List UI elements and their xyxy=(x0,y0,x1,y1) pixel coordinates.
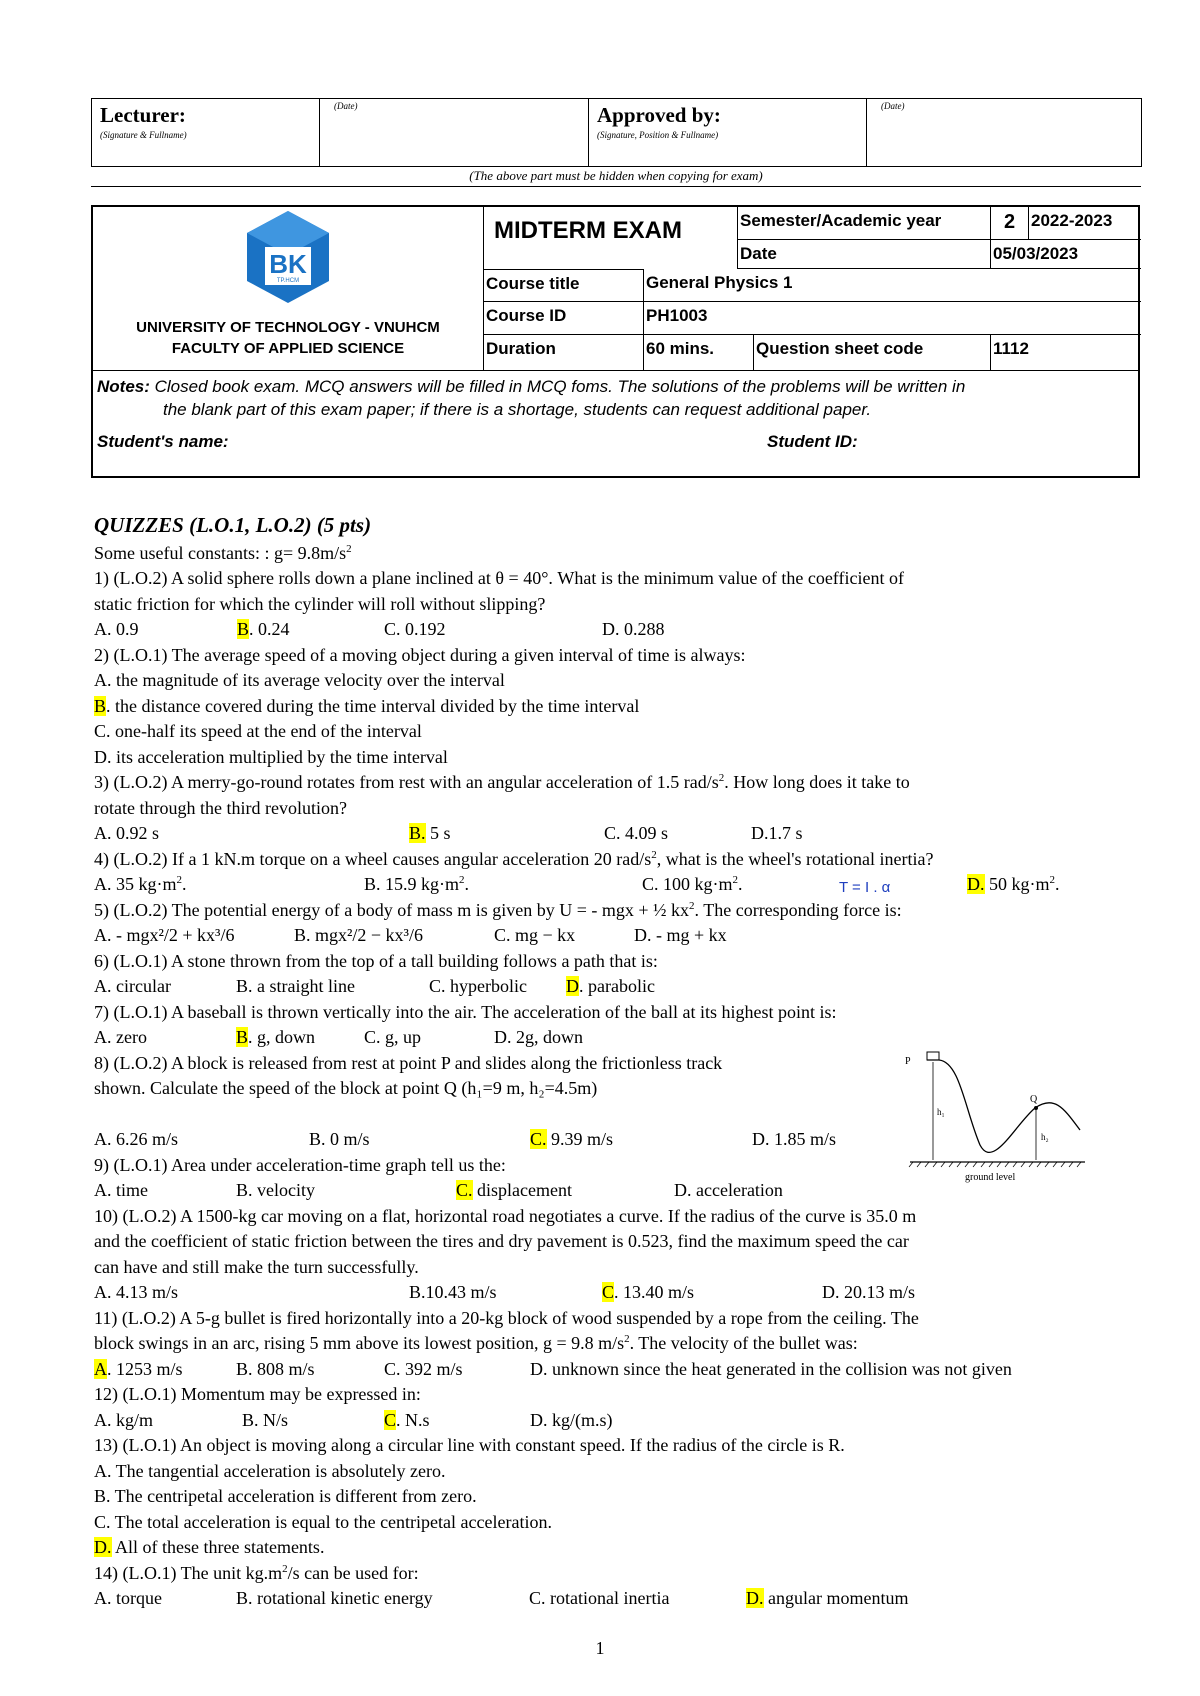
q12-option-d: D. kg/(m.s) xyxy=(530,1409,613,1430)
q11-text-1: 11) (L.O.2) A 5-g bullet is fired horizontally into a 20-kg block of wood suspended by a rope from the ceiling. The xyxy=(94,1307,919,1328)
exam-title: MIDTERM EXAM xyxy=(484,207,738,269)
block-shape xyxy=(927,1052,939,1060)
q5-option-c: C. mg − kx xyxy=(494,925,576,945)
q5-option-d: D. - mg + kx xyxy=(634,925,727,945)
q7-options xyxy=(94,1025,1134,1051)
university-name: UNIVERSITY OF TECHNOLOGY - VNUHCM xyxy=(136,319,440,336)
university-block xyxy=(93,317,483,359)
q4-option-a: A. 35 $kg\cdot m^2$. xyxy=(94,874,187,894)
q5-options xyxy=(94,923,1134,949)
ground-label: ground level xyxy=(965,1172,1016,1183)
student-id-label: Student ID: xyxy=(767,432,858,451)
lecturer-sub: (Signature & Fullname) xyxy=(100,130,187,140)
track-curve xyxy=(927,1060,1080,1152)
q8-text-2: shown. Calculate the speed of the block at point Q (h₁=9 m, h₂=4.5m) xyxy=(94,1078,598,1098)
duration-label: Duration xyxy=(484,335,644,370)
date-label-1: (Date) xyxy=(334,101,358,111)
faculty-name: FACULTY OF APPLIED SCIENCE xyxy=(171,340,405,357)
q12-option-b: B. N/s xyxy=(242,1409,289,1430)
q10-options xyxy=(94,1280,1134,1306)
lecturer-cell xyxy=(92,99,320,167)
q6-options xyxy=(94,974,1134,1000)
q2-option-d: D. its acceleration multiplied by the time interval xyxy=(94,746,448,767)
q4-options xyxy=(94,872,1134,898)
q5-option-a: A. - mgx²/2 + kx³/6 xyxy=(94,925,235,945)
q14-text: 14) (L.O.1) The unit $kg.m^2/s$ can be used for: xyxy=(94,1562,419,1583)
q11-options xyxy=(94,1357,1134,1383)
duration: 60 mins. xyxy=(644,335,754,370)
q6-option-b: B. a straight line xyxy=(236,976,355,996)
q5-option-b: B. mgx²/2 − kx³/6 xyxy=(294,925,423,945)
point-q-dot xyxy=(1034,1106,1038,1110)
q12-options xyxy=(94,1408,1134,1434)
q11-option-b: B. 808 m/s xyxy=(236,1358,315,1379)
q4-text: 4) (L.O.2) If a 1 kN.m torque on a wheel causes angular acceleration 20 rad/$s^2$, what is the wheel's rotational inertia? xyxy=(94,848,934,869)
q4-option-b: B. 15.9 $kg\cdot m^2$. xyxy=(364,874,470,894)
semester-value: 2 xyxy=(991,207,1029,240)
q10-option-a: A. 4.13 m/s xyxy=(94,1282,179,1302)
q9-option-a: A. time xyxy=(94,1180,148,1200)
date-cell-2 xyxy=(867,99,1142,167)
exam-header xyxy=(91,205,1140,478)
page-number: 1 xyxy=(595,1638,605,1658)
h2-label: h₂ xyxy=(1041,1132,1049,1142)
q13-text: 13) (L.O.1) An object is moving along a circular line with constant speed. If the radius of the circle is R. xyxy=(94,1435,845,1455)
question-code: 1112 xyxy=(993,339,1029,358)
exam-info-grid xyxy=(483,207,1141,370)
approved-cell xyxy=(589,99,867,167)
q9-option-d: D. acceleration xyxy=(674,1180,783,1200)
q8-option-d: D. 1.85 m/s xyxy=(752,1129,837,1149)
q11-option-c: C. 392 m/s xyxy=(384,1358,463,1379)
hidden-note: (The above part must be hidden when copying for exam) xyxy=(91,168,1141,187)
q10-text-3: can have and still make the turn successfully. xyxy=(94,1256,419,1277)
exam-date: 05/03/2023 xyxy=(991,240,1141,269)
university-logo xyxy=(233,207,343,307)
q9-option-c: C. displacement xyxy=(456,1180,572,1200)
q6-option-d: D. parabolic xyxy=(566,976,655,996)
q3-option-d: D.1.7 s xyxy=(751,823,803,843)
h1-label: h₁ xyxy=(937,1107,945,1117)
q13-option-a: A. The tangential acceleration is absolutely zero. xyxy=(94,1460,446,1481)
q10-option-b: B.10.43 m/s xyxy=(409,1282,497,1302)
q6-text: 6) (L.O.1) A stone thrown from the top of a tall building follows a path that is: xyxy=(94,950,658,971)
q13-option-b: B. The centripetal acceleration is different from zero. xyxy=(94,1486,477,1506)
q10-option-d: D. 20.13 m/s xyxy=(822,1282,916,1302)
q4-option-d: D. 50 $kg\cdot m^2$. xyxy=(967,874,1060,894)
point-q-label: Q xyxy=(1030,1094,1038,1105)
approved-sub: (Signature, Position & Fullname) xyxy=(597,130,719,140)
q3-option-b: B. 5 s xyxy=(409,823,451,843)
q2-option-c: C. one-half its speed at the end of the interval xyxy=(94,721,422,741)
q1-option-a: A. 0.9 xyxy=(94,619,139,639)
q10-option-c: C. 13.40 m/s xyxy=(602,1282,695,1302)
date-label: Date xyxy=(738,240,991,269)
q1-option-c: C. 0.192 xyxy=(384,619,446,639)
logo-text: BK xyxy=(269,249,307,279)
academic-year: 2022-2023 xyxy=(1029,207,1141,240)
q14-options xyxy=(94,1586,1134,1612)
q6-option-a: A. circular xyxy=(94,976,171,996)
notes-line-2: the blank part of this exam paper; if there is a shortage, students can request additional paper. xyxy=(163,400,872,419)
logo-cell xyxy=(93,207,483,370)
q8-option-c: C. 9.39 m/s xyxy=(530,1129,614,1149)
q14-option-d: D. angular momentum xyxy=(746,1588,909,1608)
approval-table xyxy=(91,98,1142,167)
quiz-title: QUIZZES (L.O.1, L.O.2) (5 pts) xyxy=(94,513,372,537)
q3-text-1: 3) (L.O.2) A merry-go-round rotates from rest with an angular acceleration of 1.5 rad/$s^2$. How long does it take to xyxy=(94,772,910,792)
q12-option-a: A. kg/m xyxy=(94,1409,154,1430)
q4-option-c: C. 100 $kg\cdot m^2$. xyxy=(642,874,743,894)
notes xyxy=(93,370,1138,421)
q3-option-a: A. 0.92 s xyxy=(94,823,160,843)
q3-text-2: rotate through the third revolution? xyxy=(94,797,347,818)
q1-options xyxy=(94,617,1134,643)
q3-options xyxy=(94,821,1134,847)
q1-option-b: B. 0.24 xyxy=(237,619,290,639)
q7-option-a: A. zero xyxy=(94,1027,147,1047)
date-cell-1 xyxy=(320,99,589,167)
q14-option-c: C. rotational inertia xyxy=(529,1588,670,1608)
q1-option-d: D. 0.288 xyxy=(602,619,665,639)
q6-option-c: C. hyperbolic xyxy=(429,976,527,996)
q12-option-c: C. N.s xyxy=(384,1409,430,1430)
q13-option-d: D. All of these three statements. xyxy=(94,1537,325,1557)
q3-option-c: C. 4.09 s xyxy=(604,823,669,843)
code-label: Question sheet code xyxy=(754,335,991,370)
q8-option-b: B. 0 m/s xyxy=(309,1129,370,1149)
q1-text-1: 1) (L.O.2) A solid sphere rolls down a plane inclined at θ = 40°. What is the minimum value of the coefficient of xyxy=(94,568,904,588)
q1-text-2: static friction for which the cylinder will roll without slipping? xyxy=(94,593,546,614)
q7-option-c: C. g, up xyxy=(364,1027,422,1047)
q8-text-1: 8) (L.O.2) A block is released from rest at point P and slides along the frictionless track xyxy=(94,1052,723,1073)
q2-option-a: A. the magnitude of its average velocity over the interval xyxy=(94,670,505,690)
q10-text-2: and the coefficient of static friction between the tires and dry pavement is 0.523, find the maximum speed the car xyxy=(94,1231,909,1251)
course-title-label: Course title xyxy=(484,269,644,302)
q7-option-d: D. 2g, down xyxy=(494,1027,583,1047)
ground-hatch xyxy=(909,1162,1081,1167)
q12-text: 12) (L.O.1) Momentum may be expressed in: xyxy=(94,1384,421,1404)
date-label-2: (Date) xyxy=(881,101,905,111)
approved-label: Approved by: xyxy=(597,103,721,127)
semester-label: Semester/Academic year xyxy=(738,207,991,240)
track-diagram xyxy=(905,1050,1085,1185)
q14-option-b: B. rotational kinetic energy xyxy=(236,1588,433,1608)
notes-label: Notes: xyxy=(97,377,150,396)
course-id: PH1003 xyxy=(644,302,1141,335)
q8-option-a: A. 6.26 m/s xyxy=(94,1129,179,1149)
q11-option-d: D. unknown since the heat generated in the collision was not given xyxy=(530,1358,1012,1379)
course-title: General Physics 1 xyxy=(644,269,1141,302)
logo-sub: TP.HCM xyxy=(276,278,300,284)
q4-handwritten-note: T = I . α xyxy=(839,879,891,896)
q2-option-b: B. the distance covered during the time interval divided by the time interval xyxy=(94,695,640,716)
q10-text-1: 10) (L.O.2) A 1500-kg car moving on a flat, horizontal road negotiates a curve. If the radius of the curve is 35.0 m xyxy=(94,1205,917,1226)
lecturer-label: Lecturer: xyxy=(100,103,186,127)
student-row xyxy=(97,432,1137,452)
q9-text: 9) (L.O.1) Area under acceleration-time graph tell us the: xyxy=(94,1154,506,1175)
constants: Some useful constants: : $g= 9.8m/s^2$ xyxy=(94,542,352,563)
q2-text: 2) (L.O.1) The average speed of a moving object during a given interval of time is always: xyxy=(94,644,746,665)
q14-option-a: A. torque xyxy=(94,1588,162,1608)
q11-option-a: A. 1253 m/s xyxy=(94,1358,183,1379)
q11-text-2: block swings in an arc, rising 5 mm above its lowest position, g = 9.8 $m/s^2$. The velocity of the bullet was: xyxy=(94,1333,858,1353)
course-id-label: Course ID xyxy=(484,302,644,335)
q9-option-b: B. velocity xyxy=(236,1180,315,1200)
q7-option-b: B. g, down xyxy=(236,1027,316,1047)
q5-text: 5) (L.O.2) The potential energy of a body of mass m is given by U = - mgx + ½ $kx^2$. The corresponding force is: xyxy=(94,899,902,920)
point-p-label: P xyxy=(905,1056,911,1067)
q7-text: 7) (L.O.1) A baseball is thrown vertically into the air. The acceleration of the ball at its highest point is: xyxy=(94,1001,837,1022)
student-name-label: Student's name: xyxy=(97,432,229,451)
notes-line-1: Closed book exam. MCQ answers will be filled in MCQ foms. The solutions of the problems will be written in xyxy=(149,377,966,396)
q13-option-c: C. The total acceleration is equal to the centripetal acceleration. xyxy=(94,1511,552,1532)
